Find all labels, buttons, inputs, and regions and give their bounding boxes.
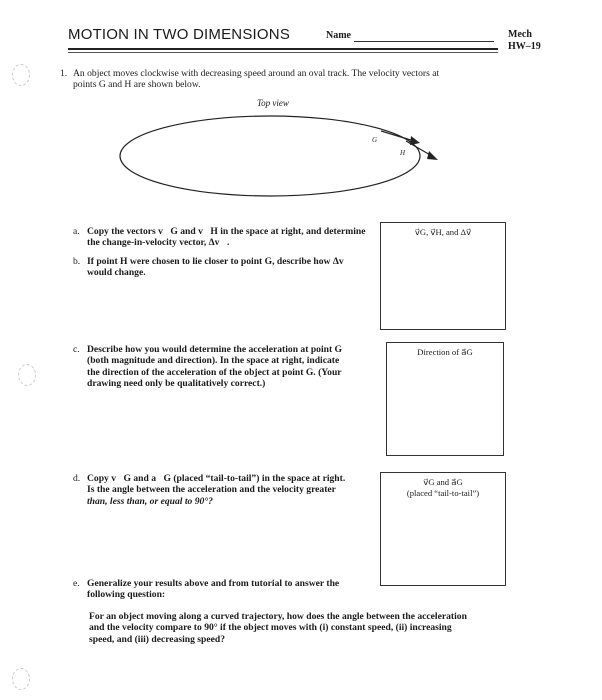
part-e-question <box>89 611 509 645</box>
point-h-label: H <box>400 149 406 157</box>
part-b-text <box>87 256 377 279</box>
answer-box-label: (placed “tail-to-tail”) <box>406 488 480 498</box>
part-line: Describe how you would determine the acceleration at point G <box>87 344 343 355</box>
problem-intro-line: An object moves clockwise with decreasing speed around an oval track. The velocity vectors at <box>73 68 440 79</box>
part-letter: d. <box>73 473 81 484</box>
question-line: and the velocity compare to 90° if the object moves with (i) constant speed, (ii) increasing <box>89 622 452 634</box>
part-line: Copy the vectors v⃗G and v⃗H in the space at right, and determine <box>87 226 366 237</box>
answer-box-label: v⃗G, v⃗H, and Δv⃗ <box>414 227 472 237</box>
question-line: speed, and (iii) decreasing speed? <box>89 633 226 645</box>
part-line: the direction of the acceleration of the object at point G. (Your <box>87 366 342 378</box>
name-label: Name <box>326 30 351 41</box>
answer-box-d[interactable] <box>380 472 506 586</box>
part-e-text <box>87 578 387 601</box>
part-line: Copy v⃗G and a⃗G (placed “tail-to-tail”) in the space at right. <box>87 473 346 484</box>
page-title: MOTION IN TWO DIMENSIONS <box>68 26 291 43</box>
problem-number: 1. <box>60 68 68 79</box>
part-letter: e. <box>73 578 80 589</box>
point-g-label: G <box>372 136 378 144</box>
part-d-text <box>87 473 377 507</box>
part-line: following question: <box>87 589 166 601</box>
part-line: the change-in-velocity vector, Δv⃗. <box>87 237 230 249</box>
answer-box-label: Direction of a⃗G <box>417 347 473 357</box>
part-line: would change. <box>87 267 146 279</box>
oval-track <box>120 116 420 196</box>
answer-box-ab[interactable] <box>380 222 506 330</box>
part-line: Is the angle between the acceleration and the velocity greater <box>87 484 336 496</box>
part-line: If point H were chosen to lie closer to point G, describe how Δv⃗ <box>87 256 352 267</box>
answer-box-label: v⃗G and a⃗G <box>423 477 463 487</box>
part-a-text <box>87 226 377 249</box>
question-line: For an object moving along a curved trajectory, how does the angle between the acceleration <box>89 611 467 622</box>
answer-box-c[interactable] <box>386 342 504 456</box>
part-line: than, less than, or equal to 90°? <box>87 495 213 507</box>
diagram-caption: Top view <box>257 98 289 108</box>
part-letter: c. <box>73 344 80 355</box>
velocity-vector-g <box>381 131 414 141</box>
part-line: drawing need only be qualitatively correct.) <box>87 378 266 390</box>
part-line: (both magnitude and direction). In the space at right, indicate <box>87 355 340 367</box>
course-name: Mech <box>508 29 532 40</box>
part-line: Generalize your results above and from tutorial to answer the <box>87 578 340 589</box>
velocity-vector-h <box>406 141 432 156</box>
velocity-arrowhead-h <box>427 151 438 160</box>
problem-intro-line: points G and H are shown below. <box>73 79 201 91</box>
part-c-text <box>87 344 377 390</box>
homework-number: HW–19 <box>508 41 541 52</box>
part-letter: a. <box>73 226 80 237</box>
part-letter: b. <box>73 256 81 267</box>
